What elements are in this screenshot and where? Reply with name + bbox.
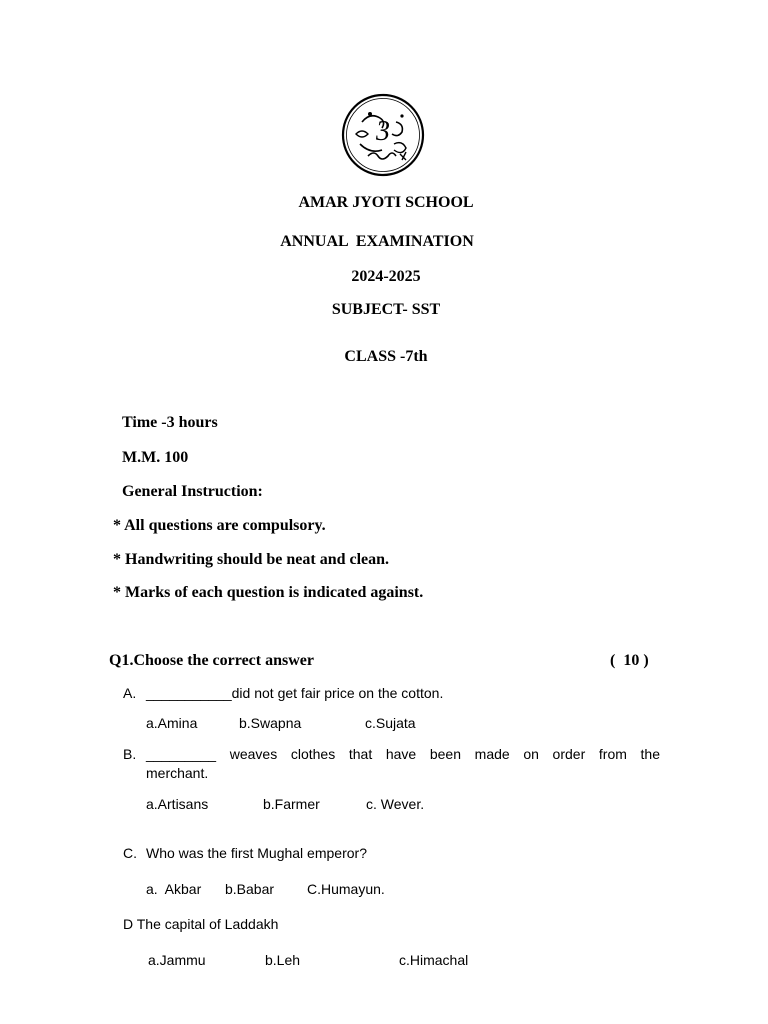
item-text-line: merchant. xyxy=(146,765,209,781)
option: c.Himachal xyxy=(399,952,469,968)
option: b.Farmer xyxy=(263,796,320,812)
item-text: ___________did not get fair price on the cotton. xyxy=(146,685,444,701)
item-text: D The capital of Laddakh xyxy=(123,916,279,932)
question-title: Q1.Choose the correct answer xyxy=(109,652,314,669)
option: b.Swapna xyxy=(239,715,302,731)
emblem-lettering: 3 xyxy=(376,116,390,147)
instruction-item: * Marks of each question is indicated against. xyxy=(113,584,424,601)
option: a.Artisans xyxy=(146,796,209,812)
option: a. Akbar xyxy=(146,881,202,897)
exam-title: ANNUAL EXAMINATION xyxy=(280,233,474,250)
item-marker: A. xyxy=(123,685,137,701)
item-text-line: _________ weaves clothes that have been made on order from the xyxy=(146,746,660,762)
option: b.Leh xyxy=(265,952,301,968)
item-marker: B. xyxy=(123,746,137,762)
option: C.Humayun. xyxy=(307,881,385,897)
max-marks: M.M. 100 xyxy=(122,449,189,466)
option: a.Amina xyxy=(146,715,198,731)
class-label: CLASS -7th xyxy=(344,348,428,365)
instruction-item: * Handwriting should be neat and clean. xyxy=(113,551,390,568)
school-name: AMAR JYOTI SCHOOL xyxy=(298,194,474,211)
item-marker: C. xyxy=(123,845,137,861)
option: b.Babar xyxy=(225,881,275,897)
option: c.Sujata xyxy=(365,715,416,731)
instructions-heading: General Instruction: xyxy=(122,483,263,500)
option: a.Jammu xyxy=(148,952,206,968)
question-marks: ( 10 ) xyxy=(610,652,649,669)
time-allowed: Time -3 hours xyxy=(122,414,218,431)
option: c. Wever. xyxy=(366,796,425,812)
subject: SUBJECT- SST xyxy=(331,301,441,318)
item-text: Who was the first Mughal emperor? xyxy=(146,845,367,861)
school-emblem-icon xyxy=(340,92,426,178)
instruction-item: * All questions are compulsory. xyxy=(113,517,326,534)
exam-session: 2024-2025 xyxy=(351,268,421,285)
